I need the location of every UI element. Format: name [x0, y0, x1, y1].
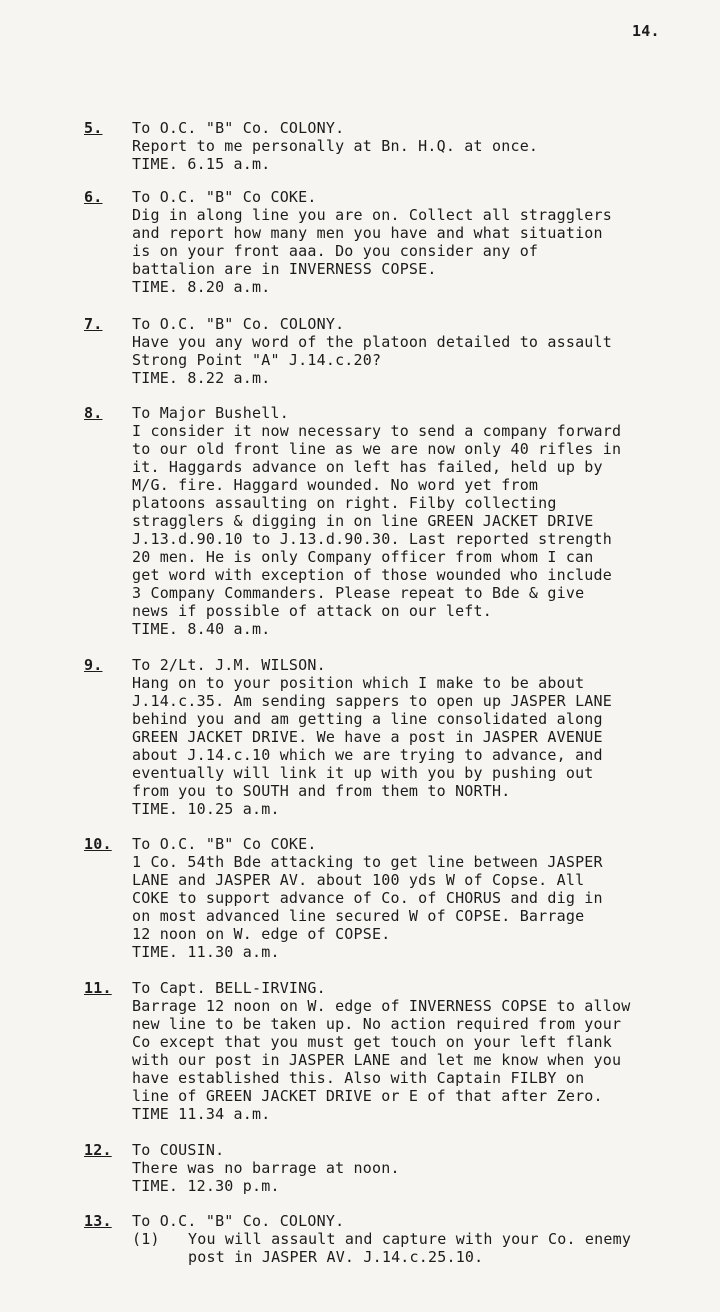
text-line: with our post in JASPER LANE and let me know when you: [132, 1051, 622, 1069]
text-line: have established this. Also with Captain FILBY on: [132, 1069, 585, 1087]
entry-body: [132, 315, 720, 387]
entry-number: 8.: [84, 404, 103, 422]
sub-item-number: (1): [132, 1230, 160, 1248]
text-line: platoons assaulting on right. Filby collecting: [132, 494, 557, 512]
sub-item: [132, 1230, 720, 1248]
entry-body: [132, 656, 720, 818]
text-line: M/G. fire. Haggard wounded. No word yet from: [132, 476, 539, 494]
text-line: 20 men. He is only Company officer from whom I can: [132, 548, 594, 566]
text-line: I consider it now necessary to send a company forward: [132, 422, 622, 440]
text-line: get word with exception of those wounded who include: [132, 566, 612, 584]
time-line: TIME 11.34 a.m.: [132, 1105, 271, 1123]
time-line: TIME. 10.25 a.m.: [132, 800, 280, 818]
text-line: Dig in along line you are on. Collect all stragglers: [132, 206, 612, 224]
addressee-line: To 2/Lt. J.M. WILSON.: [132, 656, 326, 674]
entry-body: [132, 979, 720, 1123]
text-line: about J.14.c.10 which we are trying to advance, and: [132, 746, 603, 764]
entry-body: [132, 835, 720, 961]
text-line: 1 Co. 54th Bde attacking to get line between JASPER: [132, 853, 603, 871]
addressee-line: To O.C. "B" Co. COLONY.: [132, 315, 345, 333]
text-line: is on your front aaa. Do you consider any of: [132, 242, 539, 260]
text-line: 12 noon on W. edge of COPSE.: [132, 925, 391, 943]
text-line: battalion are in INVERNESS COPSE.: [132, 260, 437, 278]
text-line: line of GREEN JACKET DRIVE or E of that after Zero.: [132, 1087, 603, 1105]
text-line: it. Haggards advance on left has failed, held up by: [132, 458, 603, 476]
time-line: TIME. 8.20 a.m.: [132, 278, 271, 296]
addressee-line: To Capt. BELL-IRVING.: [132, 979, 326, 997]
text-line: J.13.d.90.10 to J.13.d.90.30. Last reported strength: [132, 530, 612, 548]
entry-number: 6.: [84, 188, 103, 206]
addressee-line: To O.C. "B" Co. COLONY.: [132, 1212, 345, 1230]
entry-body: [132, 119, 720, 173]
text-line: There was no barrage at noon.: [132, 1159, 400, 1177]
entry-number: 12.: [84, 1141, 112, 1159]
text-line: news if possible of attack on our left.: [132, 602, 492, 620]
entry-body: [132, 404, 720, 638]
addressee-line: To O.C. "B" Co. COLONY.: [132, 119, 345, 137]
text-line: 3 Company Commanders. Please repeat to Bde & give: [132, 584, 585, 602]
time-line: TIME. 12.30 p.m.: [132, 1177, 280, 1195]
entry-number: 13.: [84, 1212, 112, 1230]
entry-number: 9.: [84, 656, 103, 674]
time-line: TIME. 6.15 a.m.: [132, 155, 271, 173]
addressee-line: To O.C. "B" Co COKE.: [132, 835, 317, 853]
time-line: TIME. 8.40 a.m.: [132, 620, 271, 638]
entry-body: [132, 1212, 720, 1266]
addressee-line: To Major Bushell.: [132, 404, 289, 422]
text-line: eventually will link it up with you by pushing out: [132, 764, 594, 782]
text-line: LANE and JASPER AV. about 100 yds W of Copse. All: [132, 871, 585, 889]
entry-body: [132, 188, 720, 296]
text-line: post in JASPER AV. J.14.c.25.10.: [188, 1248, 484, 1266]
time-line: TIME. 11.30 a.m.: [132, 943, 280, 961]
addressee-line: To O.C. "B" Co COKE.: [132, 188, 317, 206]
addressee-line: To COUSIN.: [132, 1141, 225, 1159]
entry-number: 5.: [84, 119, 103, 137]
text-line: and report how many men you have and what situation: [132, 224, 603, 242]
text-line: Have you any word of the platoon detailed to assault: [132, 333, 612, 351]
text-line: Barrage 12 noon on W. edge of INVERNESS COPSE to allow: [132, 997, 631, 1015]
text-line: behind you and am getting a line consolidated along: [132, 710, 603, 728]
text-line: on most advanced line secured W of COPSE. Barrage: [132, 907, 585, 925]
text-line: You will assault and capture with your Co. enemy: [188, 1230, 632, 1248]
page-number: 14.: [632, 22, 660, 40]
text-line: COKE to support advance of Co. of CHORUS and dig in: [132, 889, 603, 907]
text-line: Co except that you must get touch on your left flank: [132, 1033, 612, 1051]
text-line: stragglers & digging in on line GREEN JACKET DRIVE: [132, 512, 594, 530]
text-line: from you to SOUTH and from them to NORTH.: [132, 782, 511, 800]
text-line: Strong Point "A" J.14.c.20?: [132, 351, 382, 369]
text-line: GREEN JACKET DRIVE. We have a post in JASPER AVENUE: [132, 728, 603, 746]
text-line: new line to be taken up. No action required from your: [132, 1015, 622, 1033]
entry-number: 10.: [84, 835, 112, 853]
entry-number: 11.: [84, 979, 112, 997]
entry-number: 7.: [84, 315, 103, 333]
text-line: J.14.c.35. Am sending sappers to open up JASPER LANE: [132, 692, 612, 710]
text-line: Report to me personally at Bn. H.Q. at once.: [132, 137, 539, 155]
text-line: Hang on to your position which I make to be about: [132, 674, 585, 692]
entry-body: [132, 1141, 720, 1195]
text-line: to our old front line as we are now only 40 rifles in: [132, 440, 622, 458]
time-line: TIME. 8.22 a.m.: [132, 369, 271, 387]
